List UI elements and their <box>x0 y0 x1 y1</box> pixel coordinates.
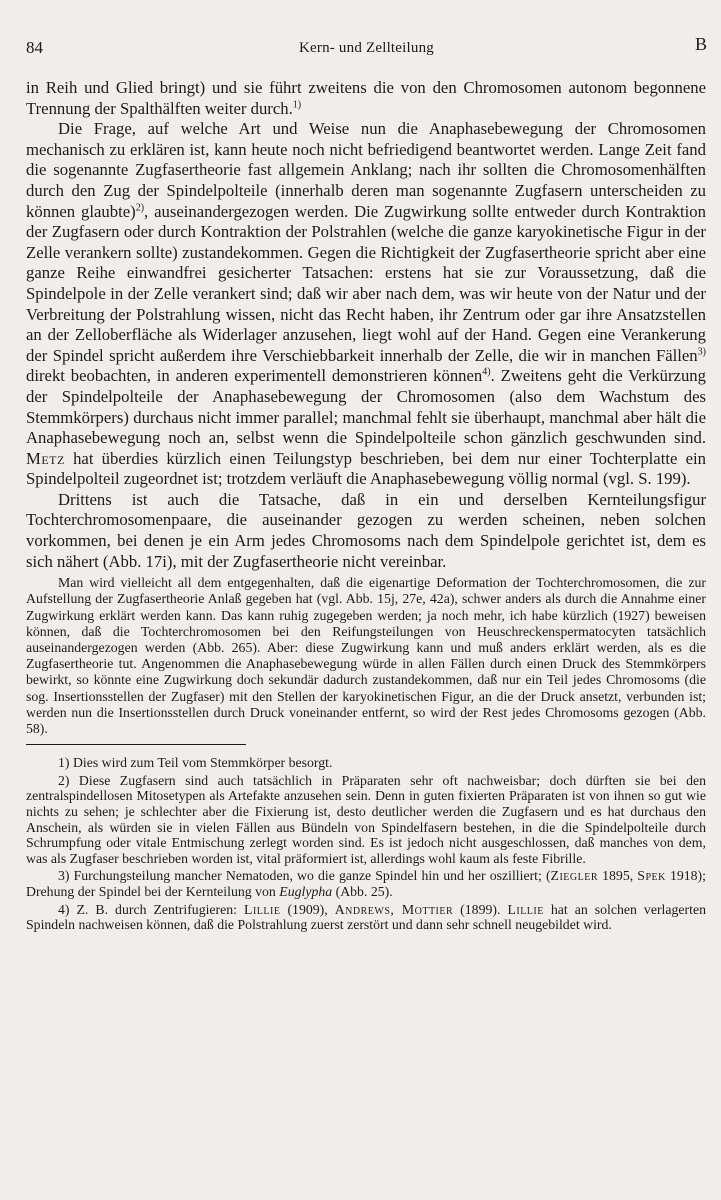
signature-mark: B <box>694 34 707 54</box>
footnote-4: 4) Z. B. durch Zentrifugieren: Lillie (1909), Andrews, Mottier (1899). Lillie hat an solchen verlagerten Spindeln nachweisen können, daß die Polstrahlung zuerst zerstört und dann sehr schnell neugebildet wird. <box>26 901 706 933</box>
footnote-3: 3) Furchungsteilung mancher Nematoden, wo die ganze Spindel hin und her oszilliert; (Ziegler 1895, Spek 1918); Drehung der Spindel bei der Kernteilung von Euglypha (Abb. 25). <box>26 868 706 900</box>
footnote-ref-3: 3) <box>697 346 706 358</box>
author-metz: Metz <box>26 448 65 468</box>
main-text <box>26 78 706 935</box>
author-lillie: Lillie <box>244 901 281 917</box>
author-andrews-mottier: Andrews, Mottier <box>334 901 454 917</box>
running-title: Kern- und Zellteilung <box>299 40 434 56</box>
footnote-ref-1: 1) <box>292 99 302 111</box>
paragraph-1: in Reih und Glied bringt) und sie führt zweitens die von den Chromosomen autonom begonnene Trennung der Spalthälften weiter durch.$^{1)}$ <box>26 78 706 118</box>
author-ziegler: Ziegler <box>550 868 599 884</box>
page-number: 84 <box>26 38 43 57</box>
footnote-ref-2: 2) <box>135 202 145 213</box>
paragraph-3: Drittens ist auch die Tatsache, daß in ein und derselben Kernteilungsfigur Tochterchromosomenpaare, die auseinander gezogen zu werden scheinen, neben solchen vorkommen, bei denen je ein Arm jedes Chromosoms nach dem Spindelpole gerichtet ist, dem es sich nähert (Abb. 17i), mit der Zugfasertheorie nicht vereinbar. <box>26 489 706 571</box>
paragraph-2: Die Frage, auf welche Art und Weise nun die Anaphasebewegung der Chromosomen mechanisch zu erklären ist, kann heute noch nicht befriedigend beantwortet werden. Lange Zeit fand die sogenannte Zugfasertheorie fast allgemein Anklang; nach ihr sollten die Chromosomenhälften durch den Zug der Spindelpolteile (innerhalb deren man sogenannte Zugfasern unterscheiden zu können glaubte)$^{2)}$, auseinandergezogen werden. Die Zugwirkung sollte entweder durch Kontraktion der Zugfasern oder durch Kontraktion der Polstrahlen (welche die ganze karyokinetische Figur in der Zelle verankern sollte) zustandekommen. Gegen die Richtigkeit der Zugfasertheorie spricht aber eine ganze Reihe einwandfrei gesicherter Tatsachen: erstens hat sie zur Voraussetzung, daß die Spindelpole in der Zelle verankert sind; daß wir aber nach dem, was wir heute von der Natur und der Verbreitung der Polstrahlung wissen, nicht das Recht haben, ihr Zentrum oder gar ihre Ansatzstellen an der Zelloberfläche als Widerlager anzusehen, liegt wohl auf der Hand. Gegen eine Verankerung der Spindel spricht außerdem ihre Verschiebbarkeit innerhalb der Zelle, die wir in manchen Fällen$^{3)}$ direkt beobachten, in anderen experimentell demonstrieren können$^{4)}$. Zweitens geht die Verkürzung der Spindelpolteile der Anaphasebewegung der Chromosomen (also dem Wachstum des Stemmkörpers) durchaus nicht immer parallel; manchmal fehlt sie überhaupt, manchmal aber hält die Anaphasebewegung noch an, selbst wenn die Spindelpolteile schon gänzlich geschwunden sind. Metz hat überdies kürzlich einen Teilungstyp beschrieben, bei dem nur einer Tochterplatte ein Spindelpolteil zugeordnet ist; trotzdem verläuft die Anaphasebewegung völlig normal (vgl. S. 199). <box>26 119 707 489</box>
footnote-1: 1) Dies wird zum Teil vom Stemmkörper besorgt. <box>58 755 333 771</box>
genus-euglypha: Euglypha <box>279 884 333 900</box>
footnote-2: 2) Diese Zugfasern sind auch tatsächlich in Präparaten sehr oft nachweisbar; doch dürften sie bei den zentralspindellosen Mitosetypen als Artefakte anzusehen sein. Denn in guten fixierten Präparaten ist von ihnen so gut wie nichts zu sehen; je schlechter aber die Fixierung ist, desto deutlicher werden die Zugfasern und es hat durchaus den Anschein, als würden sie in vielen Fällen aus Bündeln von Spindelfasern bestehen, in die die Spindelpolteile durch Schrumpfung oder vitale Entmischung zerlegt worden sind. Es ist jedoch nicht ausgeschlossen, daß manches von dem, was als Zugfaser beschrieben worden ist, vital präformiert ist, allerdings wohl kaum als feste Fibrille. <box>26 772 706 866</box>
author-spek: Spek <box>637 868 666 884</box>
footnote-rule <box>26 744 246 745</box>
page-header <box>26 34 707 60</box>
author-lillie-2: Lillie <box>507 901 544 917</box>
small-print-paragraph: Man wird vielleicht all dem entgegenhalten, daß die eigenartige Deformation der Tochterchromosomen, die zur Aufstellung der Zugfasertheorie Anlaß gegeben hat (vgl. Abb. 15j, 27e, 42a), schwer anders als durch die Annahme einer Zugwirkung erklärt werden kann. Das kann ruhig zugegeben werden; ja noch mehr, ich habe kürzlich (1927) beweisen können, daß die Tochterchromosomen bei den Reifungsteilungen von Heuschreckenspermatocyten tatsächlich auseinandergezogen werden (Abb. 265). Aber: diese Zugwirkung kann und muß anders erklärt werden, als es die Zugfasertheorie tut. Angenommen die Anaphasebewegung würde in allen Fällen durch einen Druck des Stemmkörpers bewirkt, so könnte eine Zugwirkung doch sekundär dadurch zustandekommen, daß nur ein Teil jedes Chromosoms (die sog. Insertionsstellen der Zugfaser) mit den Stellen der karyokinetischen Figur, an die der Druck ansetzt, verbunden ist; werden nun die Insertionsstellen durch Druck voneinander entfernt, so wird der Rest jedes Chromosoms gezogen (Abb. 58). <box>26 575 706 737</box>
footnote-ref-4: 4) <box>482 366 491 378</box>
